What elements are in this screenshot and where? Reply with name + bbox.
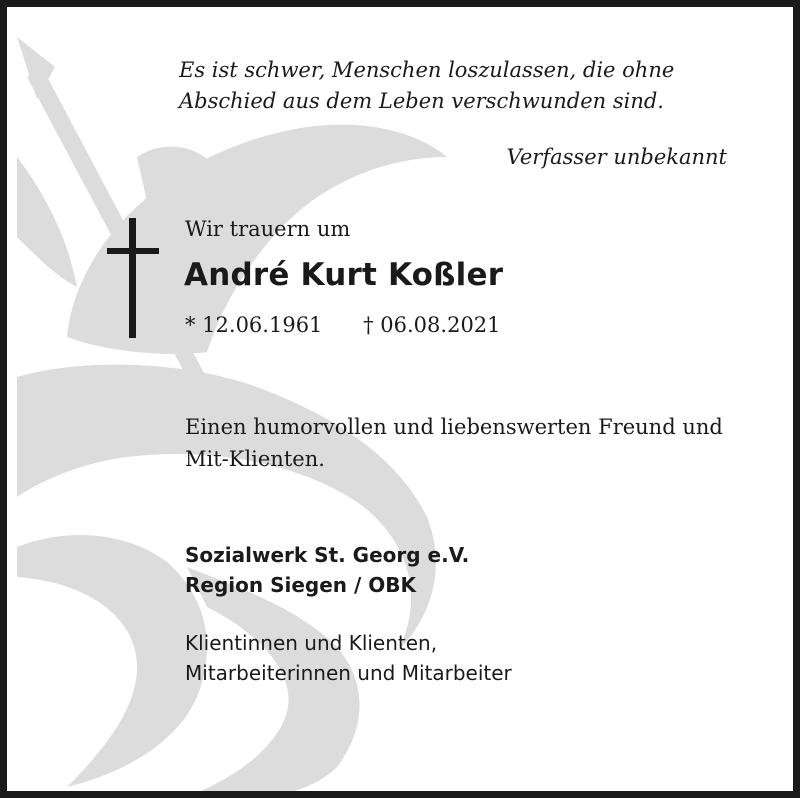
tribute-text	[185, 411, 745, 475]
quote-author: Verfasser unbekannt	[506, 145, 727, 169]
latin-cross-icon	[107, 218, 159, 338]
organization-region: Region Siegen / OBK	[185, 573, 416, 597]
mourners-line: Mitarbeiterinnen und Mitarbeiter	[185, 661, 512, 685]
quote-line: Abschied aus dem Leben verschwunden sind.	[179, 89, 664, 113]
quote-line: Es ist schwer, Menschen loszulassen, die ohne	[179, 58, 675, 82]
mourners-line: Klientinnen und Klienten,	[185, 631, 438, 655]
birth-date: * 12.06.1961	[185, 313, 323, 337]
tribute-line: Einen humorvollen und liebenswerten Freund und	[185, 415, 723, 439]
quote-block	[179, 55, 739, 117]
deceased-name: André Kurt Koßler	[184, 257, 504, 293]
tribute-line: Mit-Klienten.	[185, 447, 325, 471]
organization-name: Sozialwerk St. Georg e.V.	[185, 543, 470, 567]
life-dates	[185, 313, 501, 337]
organization-signature	[185, 540, 469, 600]
mourning-intro: Wir trauern um	[185, 217, 351, 241]
death-date: † 06.08.2021	[363, 313, 501, 337]
mourners-list	[185, 628, 512, 688]
